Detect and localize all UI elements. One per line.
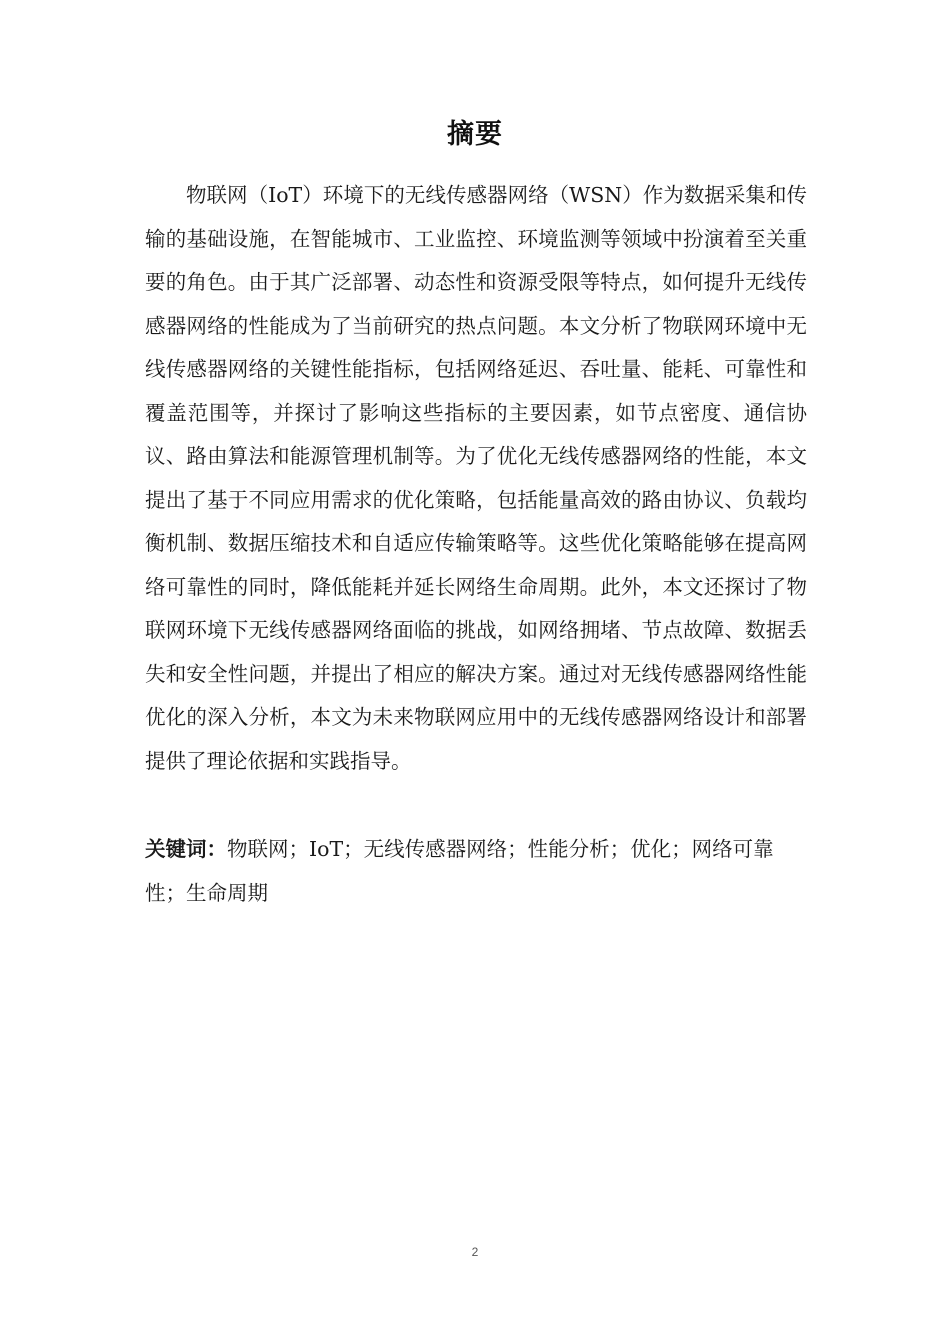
abstract-title: 摘要 <box>447 119 503 150</box>
keywords-label: 关键词： <box>145 837 227 861</box>
keywords-section <box>145 828 807 915</box>
keywords-list: 物联网；IoT；无线传感器网络；性能分析；优化；网络可靠性；生命周期 <box>145 837 774 905</box>
page-number: 2 <box>471 1245 479 1259</box>
abstract-body: 物联网（IoT）环境下的无线传感器网络（WSN）作为数据采集和传输的基础设施，在智能城市、工业监控、环境监测等领域中扮演着至关重要的角色。由于其广泛部署、动态性和资源受限等特点，如何提升无线传感器网络的性能成为了当前研究的热点问题。本文分析了物联网环境中无线传感器网络的关键性能指标，包括网络延迟、吞吐量、能耗、可靠性和覆盖范围等，并探讨了影响这些指标的主要因素，如节点密度、通信协议、路由算法和能源管理机制等。为了优化无线传感器网络的性能，本文提出了基于不同应用需求的优化策略，包括能量高效的路由协议、负载均衡机制、数据压缩技术和自适应传输策略等。这些优化策略能够在提高网络可靠性的同时，降低能耗并延长网络生命周期。此外，本文还探讨了物联网环境下无线传感器网络面临的挑战，如网络拥堵、节点故障、数据丢失和安全性问题，并提出了相应的解决方案。通过对无线传感器网络性能优化的深入分析，本文为未来物联网应用中的无线传感器网络设计和部署提供了理论依据和实践指导。 <box>145 183 807 773</box>
